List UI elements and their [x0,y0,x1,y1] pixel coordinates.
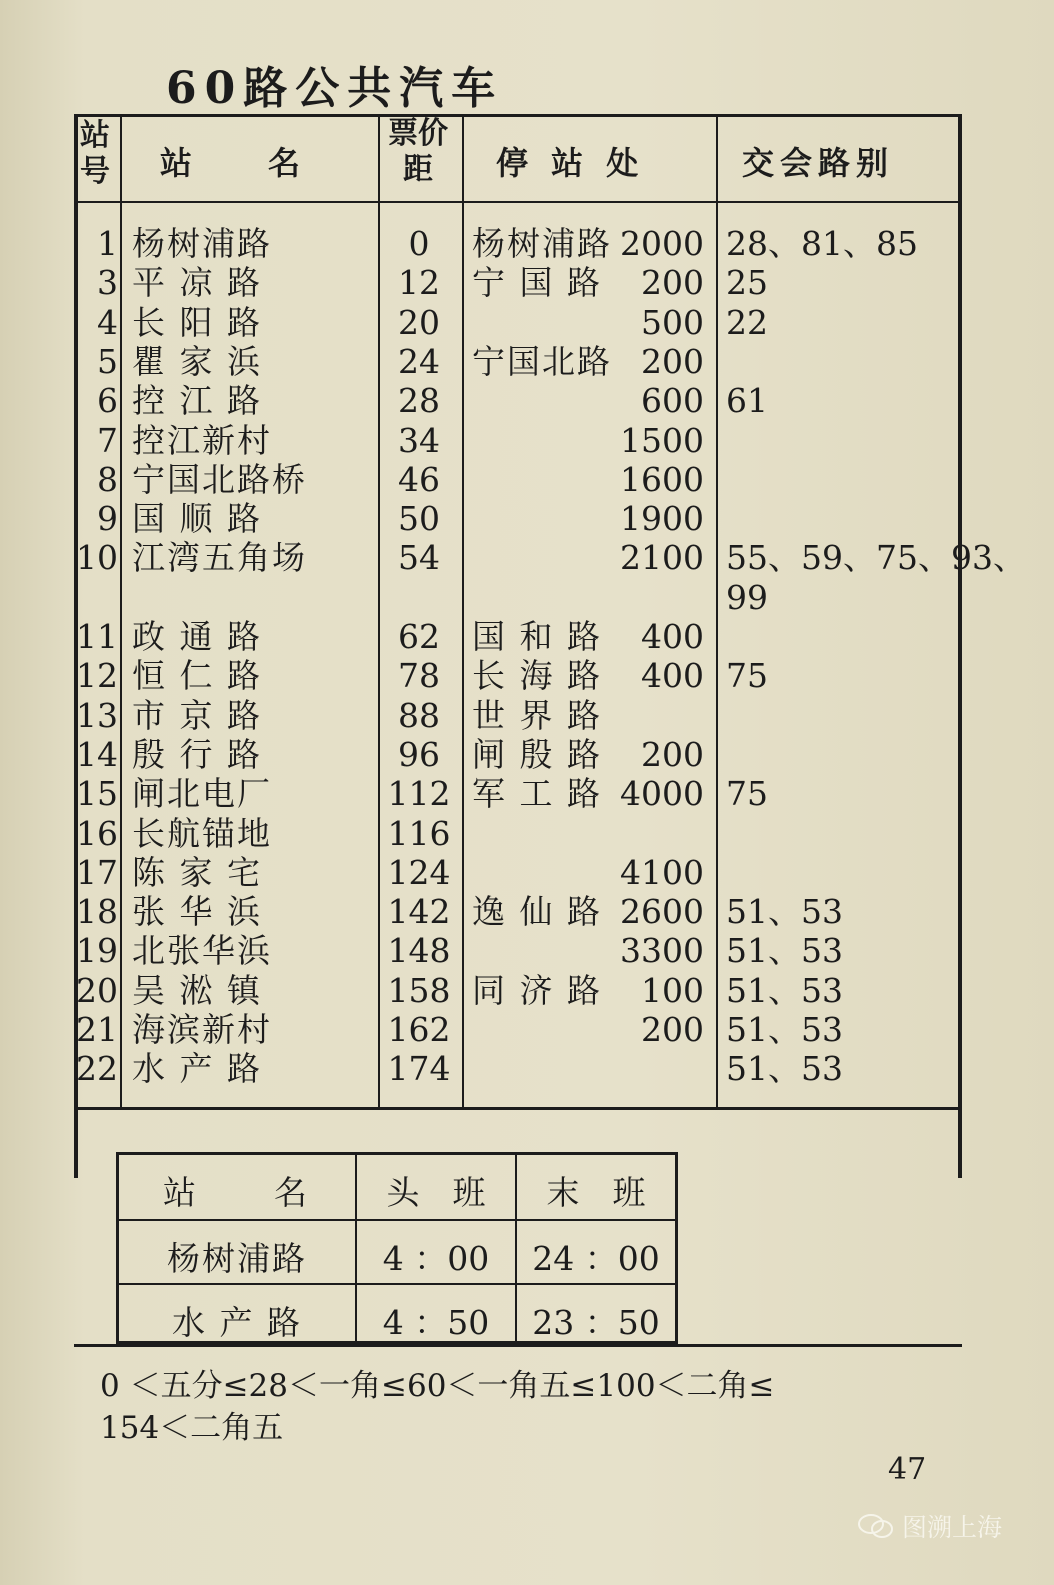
schedule-bottom-rule [74,1344,962,1347]
stop-distance: 2600 [620,892,704,932]
station-number: 21 [76,1010,118,1049]
fare-distance: 20 [398,302,440,342]
schedule-header-name: 站 名 [163,1173,311,1212]
header-station-no: 站号 [80,118,110,189]
station-number: 3 [97,263,118,303]
station-name: 市 京 路 [132,695,262,735]
schedule-header-first: 头 班 [386,1173,486,1212]
station-name: 控 江 路 [132,381,262,421]
station-number: 9 [97,499,118,539]
transfer-routes: 28、81、85 [726,224,918,263]
station-name: 北张华浜 [132,931,272,971]
watermark [858,1508,1002,1544]
stop-location: 同 济 路 [472,970,602,1010]
station-number: 18 [76,892,118,932]
transfer-routes: 61 [726,381,768,421]
station-number: 16 [76,813,118,853]
station-name: 殷 行 路 [132,734,262,774]
stop-distance: 1900 [620,499,704,539]
station-number: 4 [97,302,118,342]
station-number: 1 [97,224,118,263]
transfer-routes: 51、53 [726,1049,843,1089]
stop-distance: 200 [641,1010,704,1049]
stop-location: 军 工 路 [472,774,602,814]
transfer-routes: 51、53 [726,892,843,932]
fare-distance: 50 [398,499,440,539]
table-bottom-rule [78,1107,958,1110]
station-number: 10 [76,538,118,578]
station-number: 8 [97,459,118,499]
fare-distance: 46 [398,459,440,499]
header-fare-distance: 票价距 [388,116,448,187]
stop-distance: 400 [641,617,704,656]
stop-distance: 3300 [620,931,704,971]
station-number: 7 [97,420,118,460]
fare-distance: 142 [387,892,451,932]
station-number: 22 [76,1049,118,1089]
station-name: 平 凉 路 [132,263,262,303]
fare-distance: 54 [398,538,440,578]
station-name: 政 通 路 [132,617,262,656]
station-name: 陈 家 宅 [132,852,262,892]
stop-distance: 500 [641,302,704,342]
fare-distance: 62 [398,617,440,656]
col-divider [462,117,464,1107]
schedule-row-first: 4 ：00 [382,1239,490,1278]
station-number: 13 [76,695,118,735]
fare-distance: 88 [398,695,440,735]
stop-distance: 2100 [620,538,704,578]
col-divider [716,117,718,1107]
stop-distance: 4000 [620,774,704,814]
station-name: 恒 仁 路 [132,656,262,696]
transfer-routes: 22 [726,302,768,342]
station-name: 吴 淞 镇 [132,970,262,1010]
stop-distance: 400 [641,656,704,696]
station-name: 控江新村 [132,420,272,460]
stop-location: 世 界 路 [472,695,602,735]
station-number: 17 [76,852,118,892]
station-number: 20 [76,970,118,1010]
schedule-table [116,1152,678,1344]
transfer-routes: 75 [726,774,768,814]
stop-distance: 200 [641,734,704,774]
station-number: 6 [97,381,118,421]
transfer-routes: 51、53 [726,931,843,971]
station-name: 宁国北路桥 [132,459,307,499]
col-divider [120,117,122,1107]
station-name: 江湾五角场 [132,538,307,578]
station-name: 闸北电厂 [132,774,272,814]
fare-distance: 112 [387,774,451,814]
stop-distance: 100 [641,970,704,1010]
watermark-text: 图溯上海 [902,1513,1003,1542]
fare-distance: 24 [398,341,440,381]
station-number: 15 [76,774,118,814]
station-number: 12 [76,656,118,696]
schedule-row-name: 杨树浦路 [167,1239,307,1278]
stop-distance: 600 [641,381,704,421]
fare-distance: 34 [398,420,440,460]
row-divider [119,1283,675,1285]
fare-distance: 12 [398,263,440,303]
schedule-row-name: 水 产 路 [172,1303,302,1342]
fare-distance: 78 [398,656,440,696]
schedule-header-last: 末 班 [546,1173,646,1212]
transfer-routes: 75 [726,656,768,696]
station-number: 5 [97,341,118,381]
row-divider [119,1219,675,1221]
station-number: 11 [76,617,118,656]
stop-location: 杨树浦路 [472,224,612,263]
page-number: 47 [888,1452,927,1487]
header-station-name: 站 名 [160,144,305,182]
fare-distance: 148 [387,931,451,971]
page-title: 60路公共汽车 [166,63,504,114]
header-transfer-routes: 交会路别 [742,144,895,182]
fare-distance: 116 [387,813,451,853]
fare-distance: 174 [387,1049,451,1089]
station-name: 瞿 家 浜 [132,341,262,381]
transfer-routes: 51、53 [726,970,843,1010]
fare-distance: 96 [398,734,440,774]
stop-location: 长 海 路 [472,656,602,696]
chat-bubble-icon [858,1513,894,1539]
fare-rule-line-2: 154＜二角五 [100,1410,284,1446]
stop-location: 国 和 路 [472,617,602,656]
fare-rule-line-1: 0 ＜五分≤28＜一角≤60＜一角五≤100＜二角≤ [100,1368,775,1404]
station-name: 张 华 浜 [132,892,262,932]
station-name: 长 阳 路 [132,302,262,342]
fare-distance: 124 [387,852,451,892]
station-number: 19 [76,931,118,971]
fare-distance: 28 [398,381,440,421]
transfer-routes: 51、53 [726,1010,843,1049]
stop-distance: 1500 [620,420,704,460]
station-name: 国 顺 路 [132,499,262,539]
header-stop-location: 停 站 处 [496,144,645,182]
station-name: 杨树浦路 [132,224,272,263]
transfer-routes: 55、59、75、93、 [726,538,1026,578]
station-number: 14 [76,734,118,774]
station-name: 水 产 路 [132,1049,262,1089]
stop-distance: 2000 [620,224,704,263]
fare-distance: 162 [387,1010,451,1049]
station-name: 海滨新村 [132,1010,272,1049]
stop-location: 宁 国 路 [472,263,602,303]
station-name: 长航锚地 [132,813,272,853]
stop-location: 宁国北路 [472,341,612,381]
transfer-routes: 25 [726,263,768,303]
stop-distance: 1600 [620,459,704,499]
transfer-routes-continued: 99 [726,577,768,617]
stop-distance: 200 [641,341,704,381]
stop-location: 闸 殷 路 [472,734,602,774]
schedule-row-last: 23 ：50 [532,1303,660,1342]
schedule-row-first: 4 ：50 [382,1303,490,1342]
fare-distance: 0 [408,224,430,263]
stop-location: 逸 仙 路 [472,892,602,932]
stop-distance: 4100 [620,852,704,892]
col-divider [378,117,380,1107]
schedule-row-last: 24 ：00 [532,1239,660,1278]
stop-distance: 200 [641,263,704,303]
fare-distance: 158 [387,970,451,1010]
header-rule [78,201,958,203]
